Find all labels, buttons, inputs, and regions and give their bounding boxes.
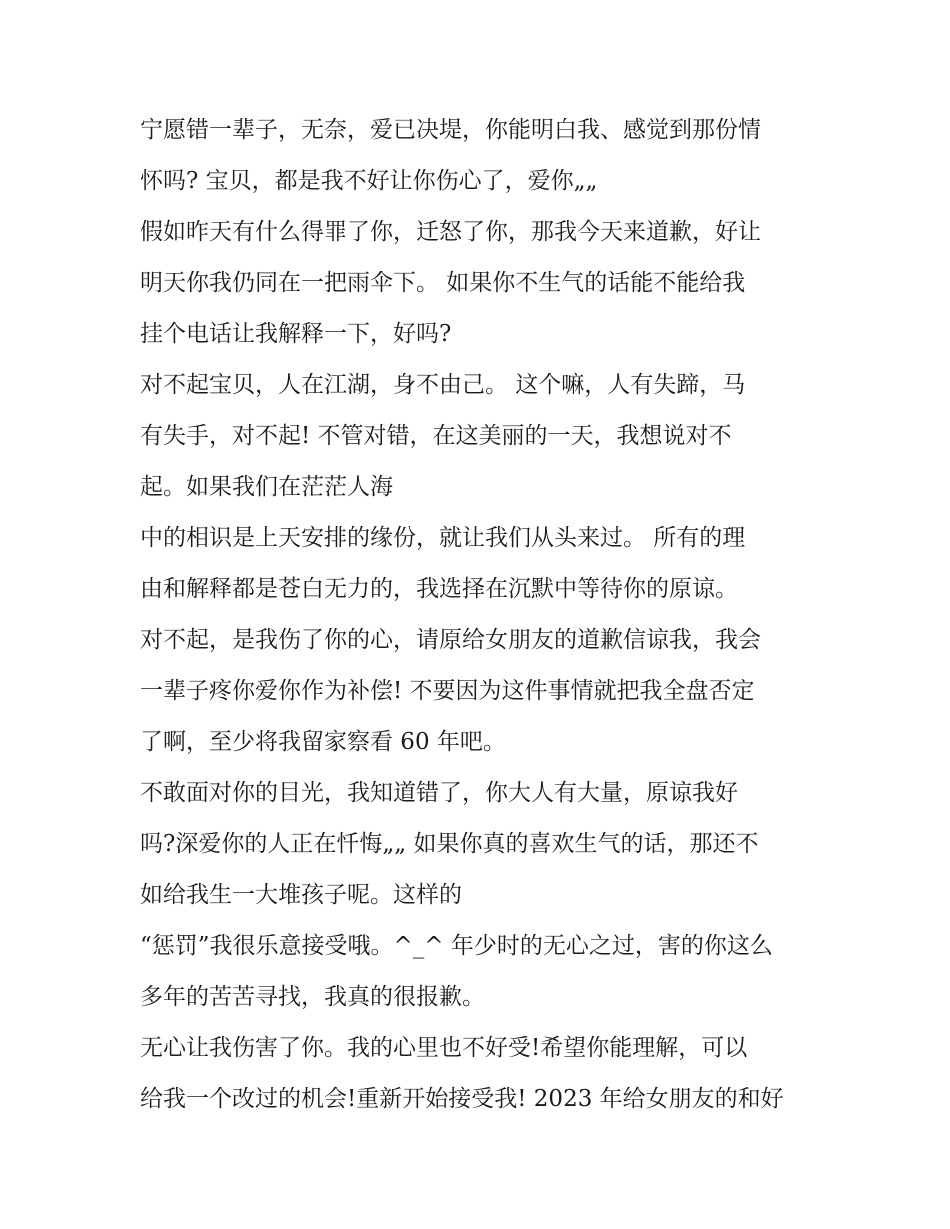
text-line: 了啊，至少将我留家察看 60 年吧。 xyxy=(140,729,506,755)
text-line: 对不起宝贝，人在江湖，身不由己。 这个嘛，人有失蹄，马 xyxy=(140,372,746,398)
text-line: 由和解释都是苍白无力的，我选择在沉默中等待你的原谅。 xyxy=(140,576,738,602)
text-line: 假如昨天有什么得罪了你，迁怒了你，那我今天来道歉，好让 xyxy=(140,219,761,245)
text-line: 对不起，是我伤了你的心，请原给女朋友的道歉信谅我，我会 xyxy=(140,627,761,653)
text-line: 挂个电话让我解释一下，好吗? xyxy=(140,321,452,347)
text-line: 如给我生一大堆孩子呢。这样的 xyxy=(140,882,462,908)
body-text xyxy=(140,105,820,1125)
text-line: 宁愿错一辈子，无奈，爱已决堤，你能明白我、感觉到那份情 xyxy=(140,117,761,143)
text-line: 给我一个改过的机会!重新开始接受我! 2023 年给女朋友的和好 xyxy=(140,1086,784,1112)
text-line: 有失手，对不起! 不管对错，在这美丽的一天，我想说对不 xyxy=(140,423,732,449)
text-line: “惩罚”我很乐意接受哦。^_^ 年少时的无心之过，害的你这么 xyxy=(140,933,773,959)
text-line: 起。如果我们在茫茫人海 xyxy=(140,474,393,500)
text-line: 不敢面对你的目光，我知道错了，你大人有大量，原谅我好 xyxy=(140,780,738,806)
text-line: 怀吗? 宝贝，都是我不好让你伤心了，爱你„„ xyxy=(140,168,598,194)
text-line: 吗?深爱你的人正在忏悔„„ 如果你真的喜欢生气的话，那还不 xyxy=(140,831,759,857)
text-line: 一辈子疼你爱你作为补偿! 不要因为这件事情就把我全盘否定 xyxy=(140,678,755,704)
text-line: 多年的苦苦寻找，我真的很报歉。 xyxy=(140,984,485,1010)
text-line: 无心让我伤害了你。我的心里也不好受!希望你能理解，可以 xyxy=(140,1035,748,1061)
text-line: 明天你我仍同在一把雨伞下。 如果你不生气的话能不能给我 xyxy=(140,270,746,296)
text-line: 中的相识是上天安排的缘份，就让我们从头来过。 所有的理 xyxy=(140,525,746,551)
